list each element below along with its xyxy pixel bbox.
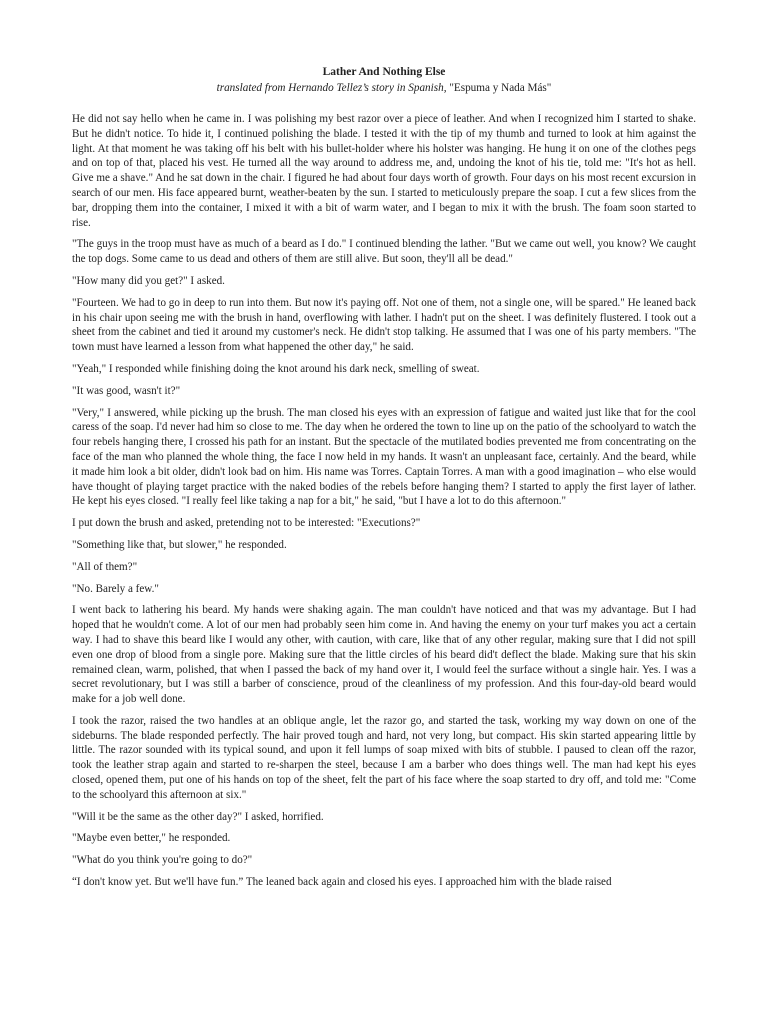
subtitle-translation-note: translated from Hernando Tellez’s story in Spanish, [216, 82, 447, 94]
document-body [72, 64, 696, 897]
paragraph: "Yeah," I responded while finishing doing the knot around his dark neck, smelling of sweat. [72, 362, 480, 375]
paragraph: "It was good, wasn't it?" [72, 384, 181, 397]
paragraph: I put down the brush and asked, pretending not to be interested: "Executions?" [72, 517, 421, 530]
document-title: Lather And Nothing Else [322, 66, 446, 78]
paragraph: “I don't know yet. But we'll have fun.” The leaned back again and closed his eyes. I approached him with the blade raised [72, 876, 612, 889]
paragraph: "Very," I answered, while picking up the brush. The man closed his eyes with an expression of fatigue and waited just like that for the cool caress of the soap. I'd never had him so close to me. The day when he ordered the town to line up on the patio of the schoolyard to watch the four rebels hanging there, I crossed his path for an instant. But the spectacle of the mutilated bodies prevented me from concentrating on the face of the man who planned the whole thing, the face I now held in my hands. It wasn't an unpleasant face, certainly. And the beard, while it made him look a bit older, didn't look bad on him. His name was Torres. Captain Torres. A man with a good imagination – who else would have thought of playing target practice with the naked bodies of the rebels before hanging them? I started to apply the first layer of lather. He kept his eyes closed. "I really feel like taking a nap for a bit," he said, "but I have a lot to do this afternoon." [72, 406, 696, 508]
paragraph: "All of them?" [72, 560, 138, 573]
paragraph: "Maybe even better," he responded. [72, 832, 231, 845]
paragraph: I took the razor, raised the two handles at an oblique angle, let the razor go, and started the task, working my way down on one of the sideburns. The blade responded perfectly. The hair proved tough and hard, not very long, but compact. His skin started appearing little by little. The razor sounded with its typical sound, and upon it fell lumps of soap mixed with bits of stubble. I paused to clean off the razor, took the leather strap again and started to re-sharpen the steel, because I am a barber who does things well. The man had kept his eyes closed, opened them, put one of his hands on top of the sheet, felt the part of his face where the soap started to dry off, and told me: "Come to the schoolyard this afternoon at six." [72, 714, 696, 801]
paragraph: "Fourteen. We had to go in deep to run into them. But now it's paying off. Not one of them, not a single one, will be spared." He leaned back in his chair upon seeing me with the brush in hand, overflowing with lather. I hadn't put on the sheet. I was definitely flustered. I took out a sheet from the cabinet and tied it around my customer's neck. He didn't stop talking. He assumed that I was one of his party members. "The town must have learned a lesson from what happened the other day," he said. [72, 296, 696, 354]
document-subtitle [72, 80, 696, 96]
paragraph: I went back to lathering his beard. My hands were shaking again. The man couldn't have noticed and that was my advantage. But I had hoped that he wouldn't come. A lot of our men had probably seen him come in. And having the enemy on your turf makes you act a certain way. I had to shave this beard like I would any other, with caution, with care, like that of any other regular, making sure that I did not spill even one drop of blood from a single pore. Making sure that the little circles of his beard did't deflect the blade. Making sure that his skin remained clean, warm, polished, that when I passed the back of my hand over it, I would feel the surface without a single hair. Yes. I was a secret revolutionary, but I was still a barber of conscience, proud of the cleanliness of my profession. And this four-day-old beard would make for a job well done. [72, 604, 696, 706]
paragraph: "The guys in the troop must have as much of a beard as I do." I continued blending the lather. "But we came out well, you know? We caught the top dogs. Some came to us dead and others of them are still alive. But soon, they'll all be dead." [72, 238, 696, 266]
paragraph: "Something like that, but slower," he responded. [72, 538, 287, 551]
paragraph: "How many did you get?" I asked. [72, 274, 225, 287]
paragraph: "What do you think you're going to do?" [72, 854, 253, 867]
subtitle-original-title: "Espuma y Nada Más" [446, 82, 552, 94]
paragraph: "Will it be the same as the other day?" I asked, horrified. [72, 810, 324, 823]
paragraph: "No. Barely a few." [72, 582, 159, 595]
paragraph: He did not say hello when he came in. I was polishing my best razor over a piece of leather. And when I recognized him I started to shake. But he didn't notice. To hide it, I continued polishing the blade. I tested it with the tip of my thumb and turned to look at him against the light. At that moment he was taking off his belt with his bullet-holder where his holster was hanging. He hung it on one of the clothes pegs and on top of that, placed his vest. He turned all the way around to address me, and, undoing the knot of his tie, told me: "It's hot as hell. Give me a shave." And he sat down in the chair. I figured he had about four days worth of growth. Four days on his most recent excursion in search of our men. His face appeared burnt, weather-beaten by the sun. I started to meticulously prepare the soap. I cut a few slices from the bar, dropping them into the container, I mixed it with a bit of warm water, and I began to mix it with the brush. The foam soon started to rise. [72, 113, 696, 229]
